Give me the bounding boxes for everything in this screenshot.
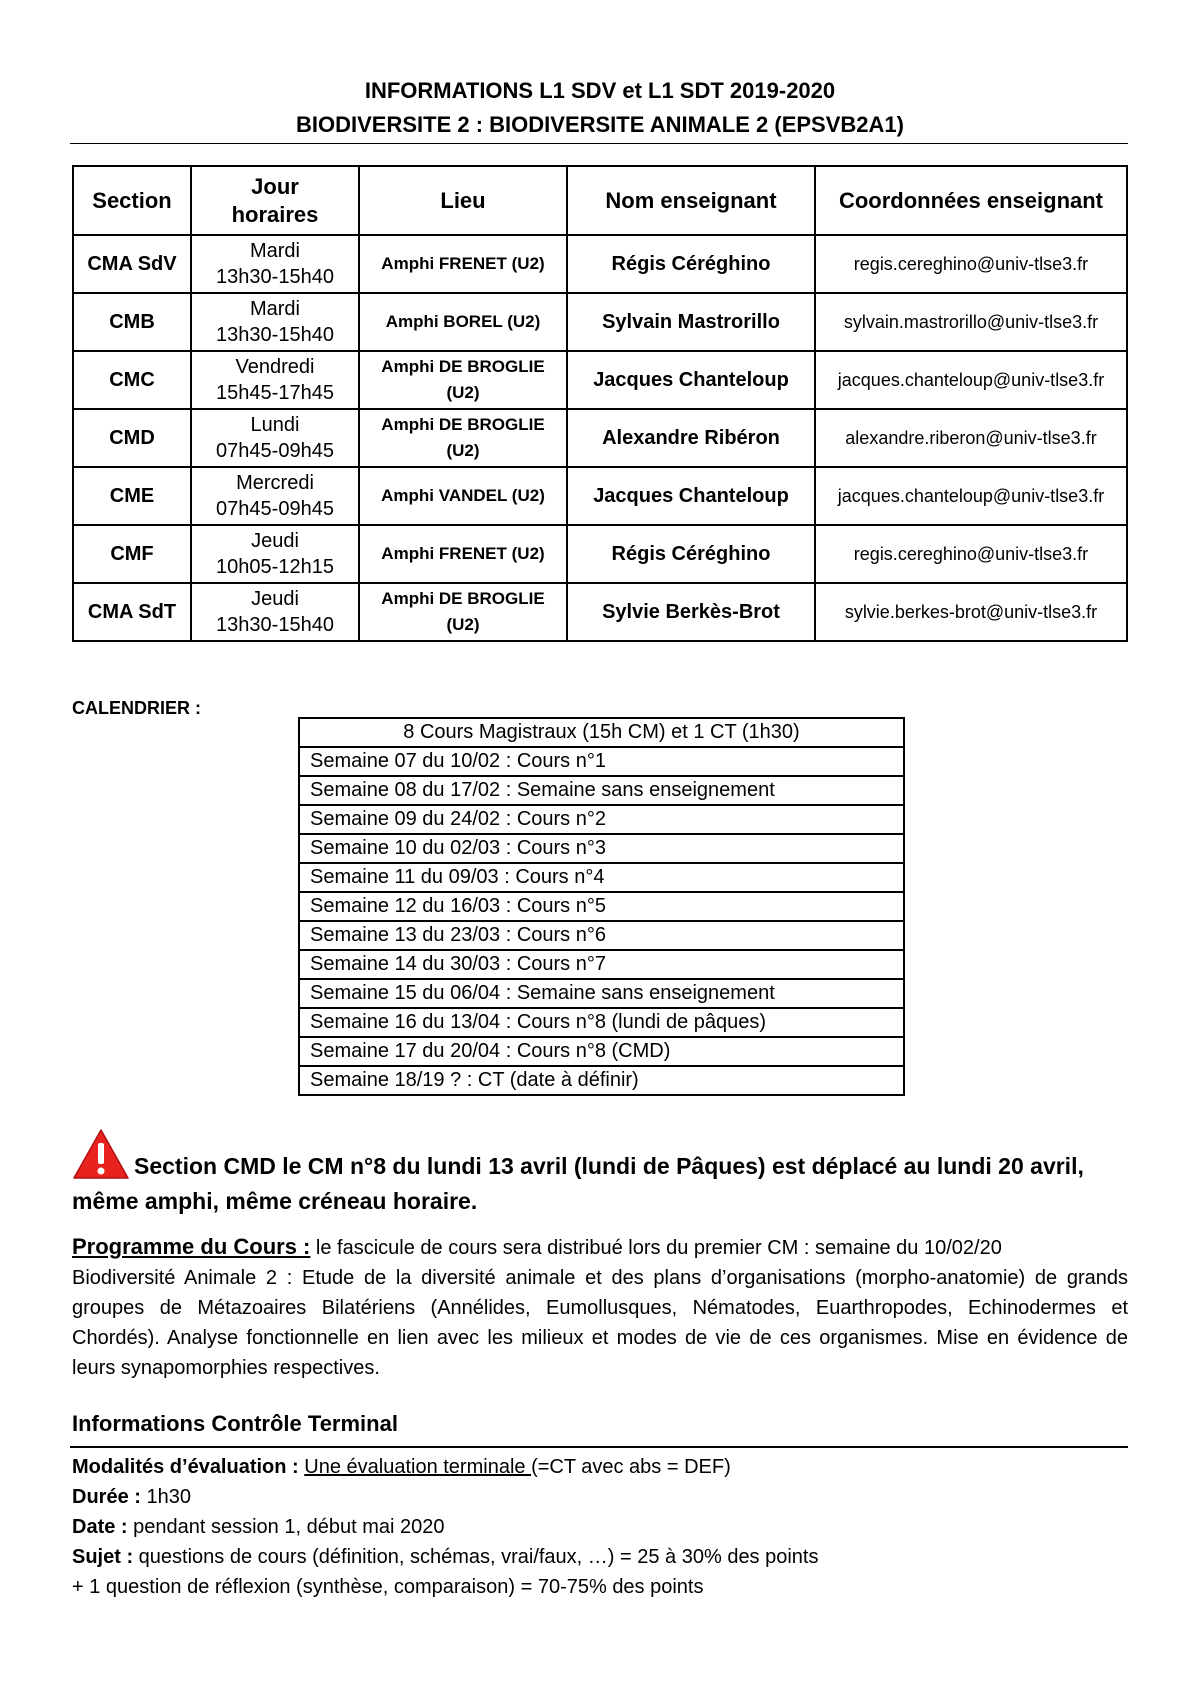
- cell-email: regis.cereghino@univ-tlse3.fr: [815, 525, 1127, 583]
- calendar-row: [299, 834, 904, 863]
- cell-jour-horaire: [191, 235, 359, 293]
- date-row: [72, 1512, 1128, 1542]
- cell-email: jacques.chanteloup@univ-tlse3.fr: [815, 467, 1127, 525]
- cell-section: CME: [73, 467, 191, 525]
- cell-jour-horaire: [191, 409, 359, 467]
- cell-email: sylvie.berkes-brot@univ-tlse3.fr: [815, 583, 1127, 641]
- calendar-row: [299, 921, 904, 950]
- calendar-header: 8 Cours Magistraux (15h CM) et 1 CT (1h30): [299, 718, 904, 747]
- modalites-row: [72, 1452, 1128, 1482]
- calendar-row: [299, 747, 904, 776]
- cell-lieu: Amphi DE BROGLIE (U2): [359, 409, 567, 467]
- cell-horaire: 13h30-15h40: [216, 324, 334, 346]
- cell-jour: Vendredi: [235, 356, 315, 378]
- modalites-rest: (=CT avec abs = DEF): [531, 1456, 731, 1478]
- cell-nom-enseignant: Jacques Chanteloup: [567, 351, 815, 409]
- calendar-row: [299, 805, 904, 834]
- cell-jour-horaire: [191, 583, 359, 641]
- controle-heading: Informations Contrôle Terminal: [72, 1411, 398, 1436]
- programme-heading: Programme du Cours :: [72, 1234, 311, 1259]
- section-row: [73, 583, 1127, 641]
- programme-body: Biodiversité Animale 2 : Etude de la diversité animale et des plans d’organisations (morpho-anatomie) de grands groupes de Métazoaires Bilatériens (Annélides, Eumollusques, Nématodes, Euarthropodes, Echinodermes et Chordés). Analyse fonctionnelle en lien avec les milieux et modes de vie de ces organismes. Mise en évidence de leurs synapomorphies respectives.: [72, 1267, 1128, 1379]
- header-section: Section: [73, 166, 191, 235]
- cell-section: CMA SdV: [73, 235, 191, 293]
- cell-jour-horaire: [191, 351, 359, 409]
- document-title: INFORMATIONS L1 SDV et L1 SDT 2019-2020: [364, 78, 836, 103]
- sujet-label: Sujet :: [72, 1546, 134, 1568]
- modalites-value: Une évaluation terminale: [304, 1456, 532, 1478]
- programme-intro: [72, 1232, 1128, 1263]
- cell-lieu: Amphi DE BROGLIE (U2): [359, 583, 567, 641]
- cell-email: alexandre.riberon@univ-tlse3.fr: [815, 409, 1127, 467]
- duree-value: 1h30: [140, 1486, 191, 1508]
- duree-label: Durée :: [72, 1486, 141, 1508]
- title-divider: [70, 143, 1128, 144]
- calendar-week: Semaine 12 du 16/03 : Cours n°5: [299, 892, 904, 921]
- cell-horaire: 07h45-09h45: [216, 440, 334, 462]
- cell-jour: Jeudi: [251, 588, 299, 610]
- notice-text: Section CMD le CM n°8 du lundi 13 avril (lundi de Pâques) est déplacé au lundi 20 avril, même amphi, même créneau horaire.: [72, 1153, 1084, 1214]
- header-nom-enseignant: Nom enseignant: [567, 166, 815, 235]
- section-row: [73, 351, 1127, 409]
- cell-jour: Jeudi: [251, 530, 299, 552]
- sections-header-row: [73, 166, 1127, 235]
- document-subtitle: BIODIVERSITE 2 : BIODIVERSITE ANIMALE 2 (EPSVB2A1): [296, 112, 904, 137]
- calendar-row: [299, 863, 904, 892]
- programme-section: [72, 1232, 1128, 1383]
- calendar-header-row: [299, 718, 904, 747]
- programme-intro-text: le fascicule de cours sera distribué lors du premier CM : semaine du 10/02/20: [310, 1237, 1002, 1259]
- calendar-row: [299, 950, 904, 979]
- header-horaires: horaires: [231, 201, 319, 227]
- cell-section: CMF: [73, 525, 191, 583]
- calendar-row: [299, 1008, 904, 1037]
- calendar-week: Semaine 18/19 ? : CT (date à définir): [299, 1066, 904, 1095]
- calendar-table: [298, 717, 905, 1096]
- header-coordonnees: Coordonnées enseignant: [815, 166, 1127, 235]
- cell-horaire: 10h05-12h15: [216, 556, 334, 578]
- sujet-row: [72, 1542, 1128, 1572]
- cell-email: regis.cereghino@univ-tlse3.fr: [815, 235, 1127, 293]
- cell-nom-enseignant: Régis Céréghino: [567, 235, 815, 293]
- calendar-row: [299, 892, 904, 921]
- cell-jour: Mardi: [249, 240, 300, 262]
- cell-section: CMA SdT: [73, 583, 191, 641]
- cell-jour: Mardi: [249, 298, 300, 320]
- cell-nom-enseignant: Régis Céréghino: [567, 525, 815, 583]
- calendar-week: Semaine 13 du 23/03 : Cours n°6: [299, 921, 904, 950]
- cell-section: CMC: [73, 351, 191, 409]
- sujet-extra-row: + 1 question de réflexion (synthèse, comparaison) = 70-75% des points: [72, 1576, 704, 1598]
- cmd-notice: [72, 1128, 1128, 1219]
- cell-horaire: 13h30-15h40: [216, 614, 334, 636]
- calendar-week: Semaine 09 du 24/02 : Cours n°2: [299, 805, 904, 834]
- cell-lieu: Amphi BOREL (U2): [359, 293, 567, 351]
- cell-lieu: Amphi VANDEL (U2): [359, 467, 567, 525]
- calendar-week: Semaine 16 du 13/04 : Cours n°8 (lundi de pâques): [299, 1008, 904, 1037]
- cell-nom-enseignant: Jacques Chanteloup: [567, 467, 815, 525]
- section-row: [73, 525, 1127, 583]
- calendar-week: Semaine 08 du 17/02 : Semaine sans enseignement: [299, 776, 904, 805]
- sections-table: [72, 165, 1128, 642]
- header-jour-horaires: [191, 166, 359, 235]
- cell-nom-enseignant: Alexandre Ribéron: [567, 409, 815, 467]
- cell-horaire: 07h45-09h45: [216, 498, 334, 520]
- cell-nom-enseignant: Sylvain Mastrorillo: [567, 293, 815, 351]
- modalites-label: Modalités d’évaluation :: [72, 1456, 299, 1478]
- cell-lieu: Amphi DE BROGLIE (U2): [359, 351, 567, 409]
- calendar-week: Semaine 07 du 10/02 : Cours n°1: [299, 747, 904, 776]
- cell-jour: Mercredi: [236, 472, 314, 494]
- cell-jour-horaire: [191, 467, 359, 525]
- cell-section: CMB: [73, 293, 191, 351]
- calendar-label: CALENDRIER :: [72, 698, 201, 718]
- controle-details: [72, 1452, 1128, 1602]
- warning-icon: [72, 1128, 130, 1180]
- cell-nom-enseignant: Sylvie Berkès-Brot: [567, 583, 815, 641]
- calendar-row: [299, 1037, 904, 1066]
- sujet-value: questions de cours (définition, schémas, vrai/faux, …) = 25 à 30% des points: [133, 1546, 819, 1568]
- calendar-week: Semaine 14 du 30/03 : Cours n°7: [299, 950, 904, 979]
- calendar-row: [299, 979, 904, 1008]
- duree-row: [72, 1482, 1128, 1512]
- controle-divider: [70, 1446, 1128, 1448]
- calendar-week: Semaine 11 du 09/03 : Cours n°4: [299, 863, 904, 892]
- calendar-row: [299, 1066, 904, 1095]
- calendar-week: Semaine 10 du 02/03 : Cours n°3: [299, 834, 904, 863]
- section-row: [73, 409, 1127, 467]
- cell-lieu: Amphi FRENET (U2): [359, 525, 567, 583]
- header-lieu: Lieu: [359, 166, 567, 235]
- cell-section: CMD: [73, 409, 191, 467]
- cell-horaire: 13h30-15h40: [216, 266, 334, 288]
- date-label: Date :: [72, 1516, 128, 1538]
- cell-email: sylvain.mastrorillo@univ-tlse3.fr: [815, 293, 1127, 351]
- cell-jour-horaire: [191, 525, 359, 583]
- calendar-row: [299, 776, 904, 805]
- header-jour: Jour: [251, 173, 299, 199]
- cell-jour: Lundi: [250, 414, 300, 436]
- calendar-week: Semaine 17 du 20/04 : Cours n°8 (CMD): [299, 1037, 904, 1066]
- calendar-week: Semaine 15 du 06/04 : Semaine sans enseignement: [299, 979, 904, 1008]
- section-row: [73, 235, 1127, 293]
- section-row: [73, 293, 1127, 351]
- cell-horaire: 15h45-17h45: [216, 382, 334, 404]
- cell-email: jacques.chanteloup@univ-tlse3.fr: [815, 351, 1127, 409]
- cell-jour-horaire: [191, 293, 359, 351]
- date-value: pendant session 1, début mai 2020: [127, 1516, 445, 1538]
- section-row: [73, 467, 1127, 525]
- cell-lieu: Amphi FRENET (U2): [359, 235, 567, 293]
